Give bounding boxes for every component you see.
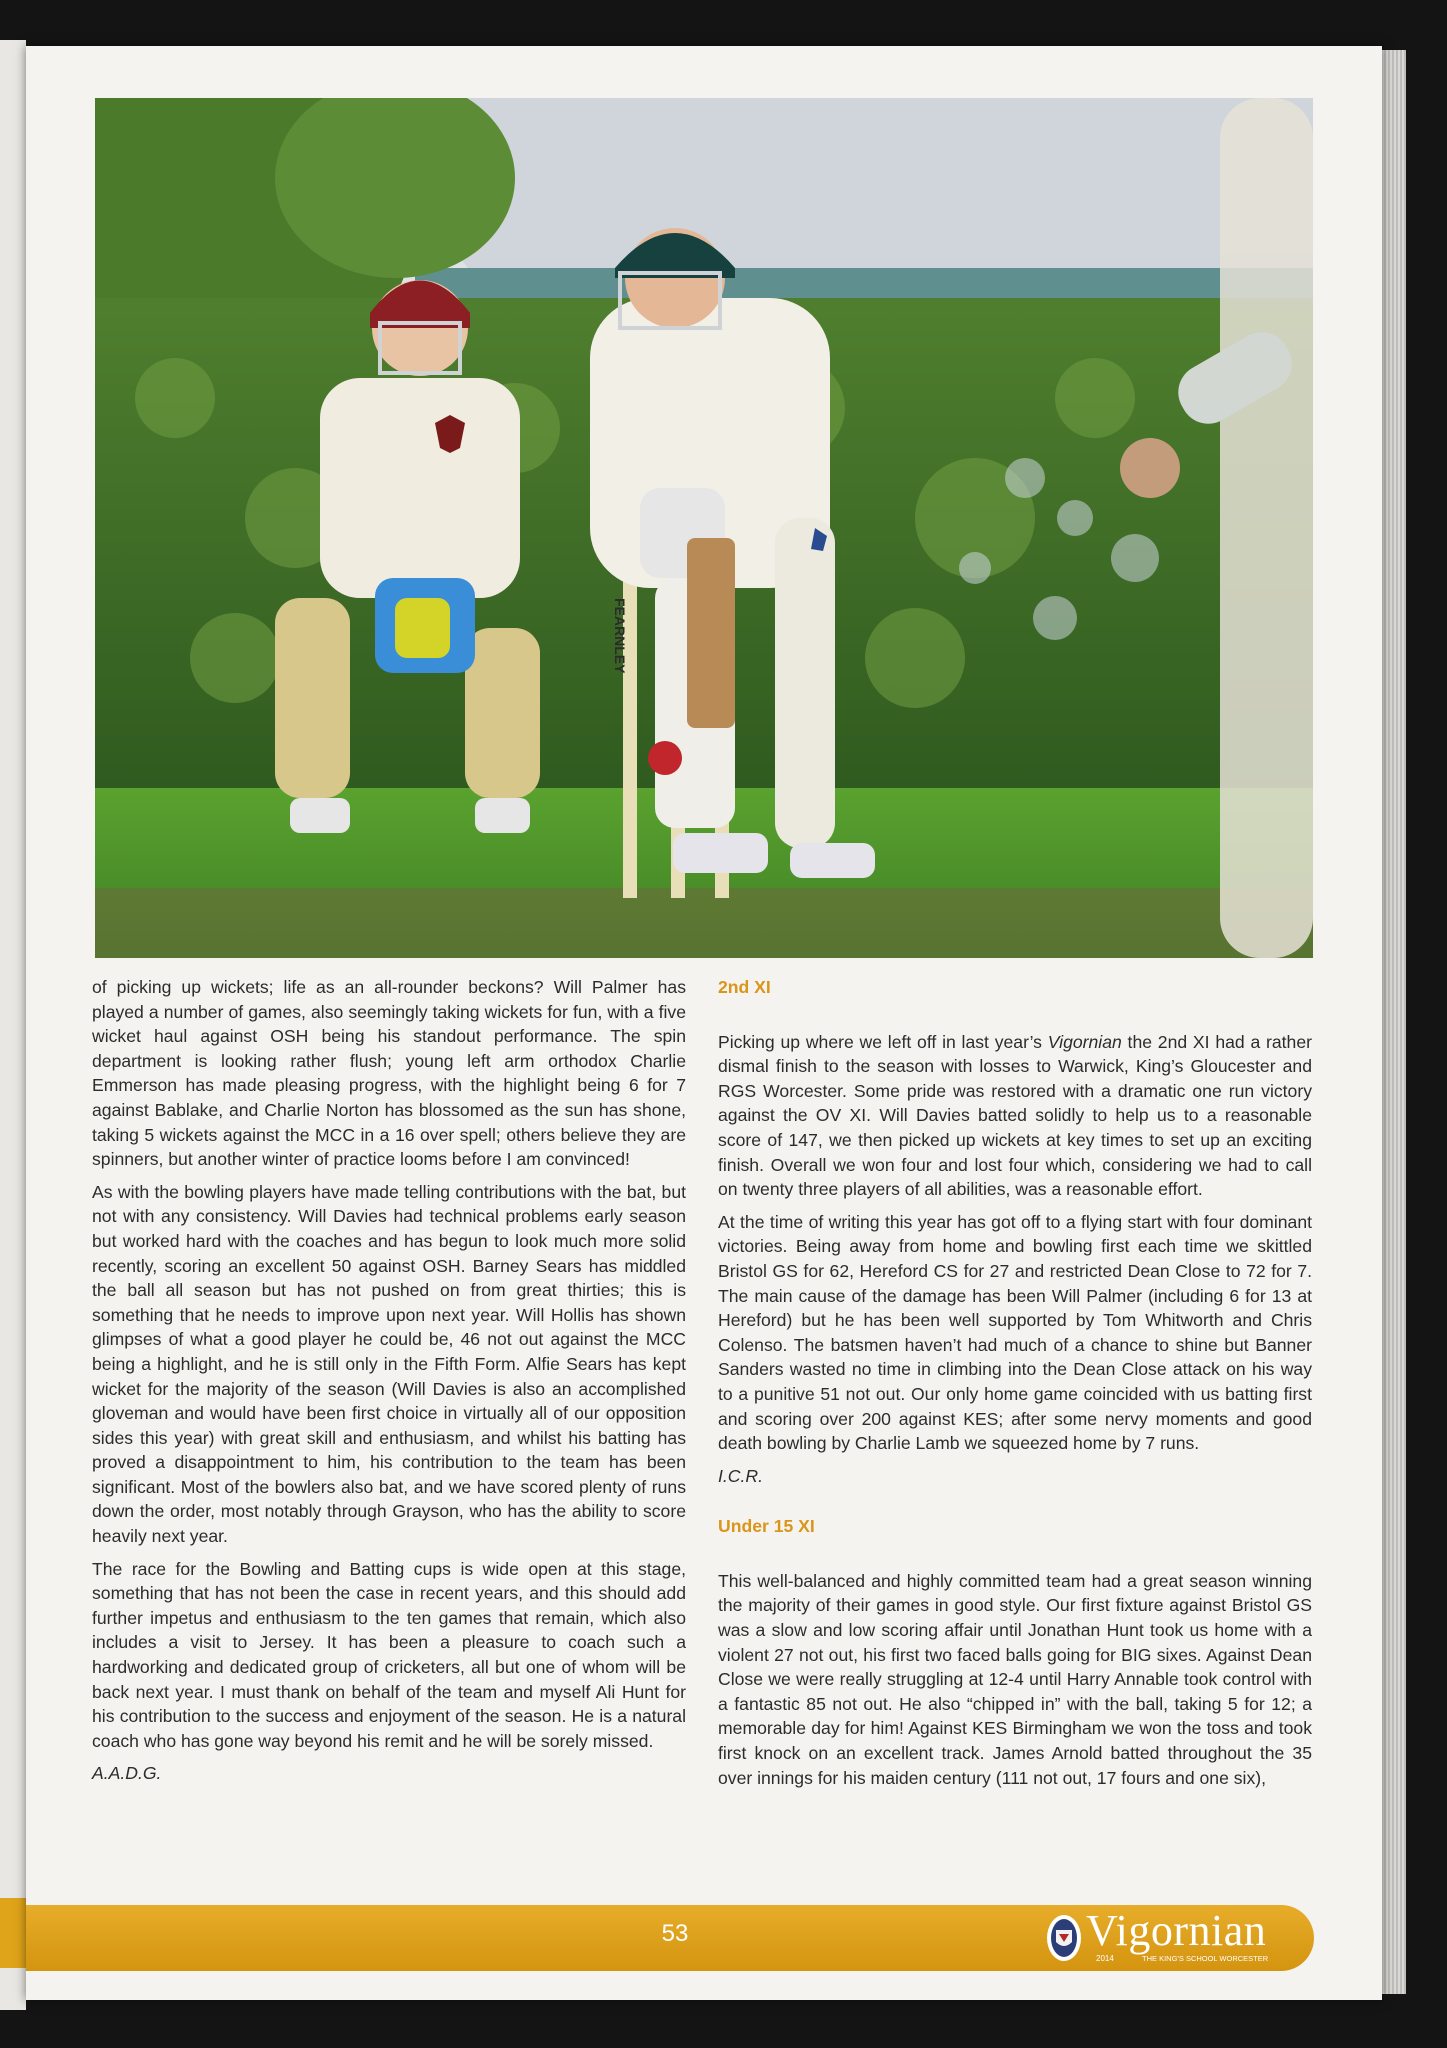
author-signature: A.A.D.G. <box>92 1763 162 1784</box>
book-page-edges <box>1382 50 1406 1994</box>
paragraph: The race for the Bowling and Batting cups is wide open at this stage, something that has not been the case in recent years, and this should add further impetus and enthusiasm to the ten games that remain, which also includes a visit to Jersey. It has been a pleasure to coach such a hardworking and dedicated group of cricketers, all but one of whom will be back next year. I must thank on behalf of the team and myself Ali Hunt for his contribution to the success and enjoyment of the season. He is a natural coach who has gone way beyond his remit and he will be sorely missed. <box>92 1558 686 1751</box>
section-heading-2nd-xi: 2nd XI <box>718 977 771 997</box>
brand-year: 2014 <box>1096 1954 1114 1963</box>
paragraph <box>718 1030 1312 1202</box>
brand-subtitle: THE KING'S SCHOOL WORCESTER <box>1142 1954 1269 1963</box>
magazine-title-italic: Vigornian <box>1047 1031 1122 1052</box>
school-crest-icon <box>1046 1914 1082 1962</box>
cricket-ball <box>648 741 682 775</box>
left-page-footer-band <box>0 1898 26 1968</box>
text-run: Picking up where we left off in last year’s <box>718 1031 1048 1052</box>
cricket-scene-illustration <box>95 98 1313 958</box>
paragraph: This well-balanced and highly committed team had a great season winning the majority of their games in good style. Our first fixture against Bristol GS was a slow and low scoring affair until Jonathan Hunt took us home with a violent 27 not out, his first two faced balls going for BIG sixes. Against Dean Close we were really struggling at 12-4 until Harry Annable took control with a fantastic 85 not out. He also “chipped in” with the ball, taking 5 for 12; a memorable day for him! Against KES Birmingham we won the toss and took first knock on an excellent track. James Arnold batted throughout the 35 over innings for his maiden century (111 not out, 17 fours and one six), <box>718 1570 1312 1788</box>
paragraph: As with the bowling players have made telling contributions with the bat, but not with any consistency. Will Davies had technical problems early season but worked hard with the coaches and has begun to look much more solid recently, scoring an excellent 50 against OSH. Barney Sears has middled the ball all season but has not pushed on from great thirties; this is something that he needs to improve upon next year. Will Hollis has shown glimpses of what a good player he could be, 46 not out against the MCC being a highlight, and he is still only in the Fifth Form. Alfie Sears has kept wicket for the majority of the season (Will Davies is also an accomplished gloveman and would have been first choice in virtually all of our opposition sides this year) with great skill and enthusiasm, and whilst his batting has proved a disappointment to him, his contribution to the team has been significant. Most of the bowlers also bat, and we have scored plenty of runs down the order, most notably through Grayson, who has the ability to score heavily next year. <box>92 1181 686 1547</box>
paragraph: At the time of writing this year has got off to a flying start with four dominant victories. Being away from home and bowling first each time we skittled Bristol GS for 62, Hereford CS for 27 and restricted Dean Close to 72 for 7. The main cause of the damage has been Will Palmer (including 6 for 13 at Hereford) but he has been well supported by Tom Whitworth and Chris Colenso. The batsmen haven’t had much of a chance to shine but Banner Sanders wasted no time in climbing into the Dean Close attack on his way to a punitive 51 not out. Our only home game coincided with us batting first and scoring over 200 against KES; after some nervy moments and good death bowling by Charlie Lamb we squeezed home by 7 runs. <box>718 1211 1312 1454</box>
paragraph: of picking up wickets; life as an all-rounder beckons? Will Palmer has played a number of games, also seemingly taking wickets for fun, with a five wicket haul against OSH being his standout performance. The spin department is looking rather flush; young left arm orthodox Charlie Emmerson has made pleasing progress, with the highlight being 6 for 7 against Bablake, and Charlie Norton has blossomed as the sun has shone, taking 5 wickets against the MCC in a 16 over spell; others believe they are spinners, but another winter of practice looms before I am convinced! <box>92 977 686 1170</box>
page-number: 53 <box>661 1920 689 1947</box>
pitch-strip <box>95 888 1313 958</box>
section-heading-under-15: Under 15 XI <box>718 1516 815 1537</box>
left-text-column <box>92 975 686 1794</box>
bat-brand-text: FEARNLEY <box>612 598 628 674</box>
left-facing-page-edge <box>0 40 26 2010</box>
text-run: the 2nd XI had a rather dismal finish to the season with losses to Warwick, King’s Gloucester and RGS Worcester. Some pride was restored with a dramatic one run victory against the OV XI. Will Davies batted solidly to help us to a reasonable score of 147, we then picked up wickets at key times to set up an exciting finish. Overall we won four and lost four which, considering we had to call on twenty three players of all abilities, was a reasonable effort. <box>718 1031 1312 1200</box>
right-text-column <box>718 975 1312 1798</box>
author-signature: I.C.R. <box>718 1465 763 1486</box>
vigornian-logo-text: Vigornian <box>1086 1906 1267 1955</box>
cricket-photo <box>95 98 1313 958</box>
cricket-bat <box>687 538 735 728</box>
